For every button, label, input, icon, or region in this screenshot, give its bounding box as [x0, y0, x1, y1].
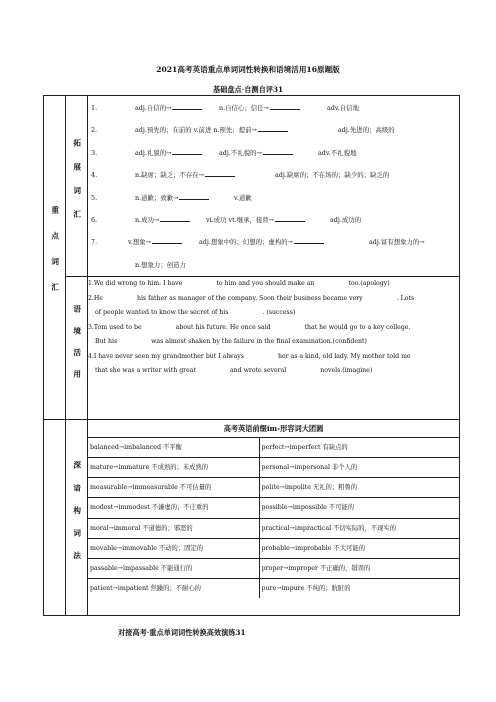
sentence-line: 2.He his father as manager of the company. Soon their business became very . Lots: [88, 294, 415, 302]
vocab-item: 4. n.缺席；缺乏；不存在→ adj.缺席的；不在场的；缺少的；缺乏的: [91, 171, 390, 180]
im-word-entry: proper→improper 不正确的，错误的: [259, 558, 459, 578]
vocab-item: 2. adj.预先的；在前的 v.前进 n.预先；提前→ adj.先进的；高级的: [91, 126, 395, 135]
sentence-line: 3.Tom used to be about his future. He once said that he would go to a key college.: [88, 323, 411, 331]
side-label-key-vocab: 重点词汇: [44, 96, 66, 420]
im-word-entry: movable→immovable 不动的；固定的: [88, 538, 259, 558]
sentence-line: 4.I have never seen my grandmother but I always her as a kind, old lady. My mother told me: [88, 352, 411, 360]
answer-blank[interactable]: [258, 125, 288, 132]
answer-blank[interactable]: [294, 237, 324, 244]
answer-blank[interactable]: [152, 237, 182, 244]
document-title: 2021高考英语重点单词词性转换和语境活用16原题版: [156, 65, 340, 74]
im-word-row: [88, 498, 459, 518]
answer-blank[interactable]: [179, 193, 209, 200]
usage-sentences: [88, 277, 460, 420]
im-word-entry: measurable→immeasurable 不可估量的: [88, 478, 259, 498]
vocab-item: 6. n.成功→ vi.成功 vt.继承，接替→ adj.成功的: [91, 215, 362, 224]
answer-blank[interactable]: [263, 148, 293, 155]
im-word-entry: passable→impassable 不能通行的: [88, 558, 259, 578]
im-word-entry: perfect→imperfect 有缺点的: [259, 438, 459, 458]
im-word-entry: polite→impolite 无礼的；粗鲁的: [259, 478, 459, 498]
vocab-table: [43, 95, 460, 616]
section-subtitle: 基础盘点·自测自评31: [212, 85, 283, 94]
label-usage: 语境活用: [66, 277, 88, 420]
im-word-entry: personal→impersonal 非个人的: [259, 458, 459, 478]
im-word-row: [88, 538, 459, 558]
vocab-item: 3. adj.礼貌的→ adj.不礼貌的→ adv.不礼貌地: [91, 148, 357, 157]
im-word-entry: patient→impatient 焦躁的；不耐心的: [88, 578, 259, 598]
im-word-entry: practical→impractical 不切实际的，不现实的: [259, 518, 459, 538]
im-word-row: [88, 478, 459, 498]
vocab-item: n.想象力；创造力: [135, 260, 186, 269]
sentence-line: 1.We did wrong to him. I have to him and you should make an too.(apology): [88, 280, 390, 288]
blank-cell: [44, 420, 66, 616]
sentence-line: that she was a writer with great and wrote several novels.(imagine): [95, 367, 373, 375]
answer-blank[interactable]: [270, 103, 300, 110]
sentence-line: But his was almost shaken by the failure in the final examination.(confident): [95, 338, 367, 346]
answer-blank[interactable]: [275, 215, 305, 222]
vocab-list: [88, 96, 460, 277]
sentence-line: of people wanted to know the secret of his . (success): [95, 309, 296, 317]
im-word-entry: mature→immature 不成熟的；未成熟的: [88, 458, 259, 478]
im-word-entry: pure→impure 不纯的；肮脏的: [261, 584, 351, 592]
vocab-item: 7. v.想象→ adj.想象中的；幻想的；虚构的→ adj.富有想象力的→: [91, 238, 425, 247]
im-word-entry: balanced→imbalanced 不平衡: [88, 438, 259, 458]
im-word-entry: moral→immoral 不道德的；邪恶的: [88, 518, 259, 538]
im-words-panel: [88, 420, 460, 616]
answer-blank[interactable]: [172, 103, 202, 110]
im-word-row: [88, 518, 459, 538]
im-words-header: 高考英语前缀im-形容词大团圆: [88, 420, 459, 438]
vocab-item: 5. n.道歉；致歉→ v.道歉: [91, 193, 252, 202]
vocab-item: 1. adj.自信的→ n.自信心；信任→ adv.自信地: [91, 104, 359, 112]
im-word-row: [88, 578, 459, 598]
im-word-entry: probable→improbable 不大可能的: [259, 538, 459, 558]
label-extended-vocab: 拓展词汇: [66, 96, 88, 277]
im-word-row: [88, 558, 459, 578]
im-words-table: [88, 438, 459, 598]
im-word-row: [88, 438, 459, 458]
answer-blank[interactable]: [160, 215, 190, 222]
im-word-row: [88, 458, 459, 478]
footer-heading: 对接高考·重点单词词性转换高效演练31: [118, 628, 246, 637]
answer-blank[interactable]: [172, 148, 202, 155]
im-word-entry: possible→impossible 不可能的: [259, 498, 459, 518]
answer-blank[interactable]: [205, 170, 235, 177]
label-word-formation: 深谙构词法: [66, 420, 88, 616]
im-word-entry: modest→immodest 不谦虚的；不庄重的: [88, 498, 259, 518]
